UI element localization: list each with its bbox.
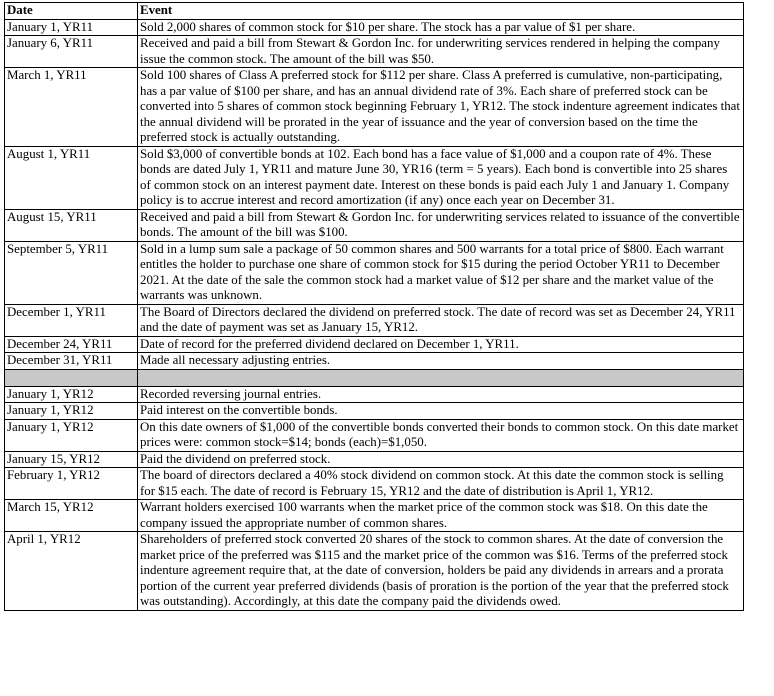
table-row: [5, 500, 744, 532]
event-cell: Made all necessary adjusting entries.: [138, 353, 744, 370]
event-cell: Sold 100 shares of Class A preferred stock for $112 per share. Class A preferred is cumulative, non-participating, has a par value of $100 per share, and has an annual dividend rate of 3%. Each share of preferred stock can be converted into 5 shares of common stock beginning February 1, YR12. The stock indenture agreement indicates that the annual dividend will be prorated in the year of issuance and the year of conversion based on the time the preferred stock is actually outstanding.: [138, 68, 744, 147]
table-row: [5, 451, 744, 468]
date-cell: March 15, YR12: [5, 500, 138, 532]
separator-cell: [138, 369, 744, 386]
date-cell: January 1, YR12: [5, 419, 138, 451]
table-row: [5, 419, 744, 451]
event-cell: Received and paid a bill from Stewart & Gordon Inc. for underwriting services rendered in helping the company issue the common stock. The amount of the bill was $50.: [138, 36, 744, 68]
event-column-header: Event: [138, 3, 744, 20]
date-cell: April 1, YR12: [5, 532, 138, 611]
table-row: [5, 209, 744, 241]
table-row: [5, 353, 744, 370]
date-cell: February 1, YR12: [5, 468, 138, 500]
date-cell: January 1, YR12: [5, 386, 138, 403]
date-cell: January 1, YR11: [5, 19, 138, 36]
event-cell: Paid interest on the convertible bonds.: [138, 403, 744, 420]
date-cell: January 6, YR11: [5, 36, 138, 68]
date-cell: December 1, YR11: [5, 304, 138, 336]
table-row: [5, 336, 744, 353]
date-cell: August 15, YR11: [5, 209, 138, 241]
date-cell: January 1, YR12: [5, 403, 138, 420]
event-cell: Paid the dividend on preferred stock.: [138, 451, 744, 468]
event-cell: Sold 2,000 shares of common stock for $10 per share. The stock has a par value of $1 per share.: [138, 19, 744, 36]
table-row: [5, 146, 744, 209]
date-cell: August 1, YR11: [5, 146, 138, 209]
table-row: [5, 403, 744, 420]
date-cell: December 24, YR11: [5, 336, 138, 353]
event-cell: Date of record for the preferred dividend declared on December 1, YR11.: [138, 336, 744, 353]
event-cell: The Board of Directors declared the dividend on preferred stock. The date of record was set as December 24, YR11 and the date of payment was set as January 15, YR12.: [138, 304, 744, 336]
date-cell: January 15, YR12: [5, 451, 138, 468]
event-cell: Warrant holders exercised 100 warrants when the market price of the common stock was $18. On this date the company issued the appropriate number of common shares.: [138, 500, 744, 532]
table-row: [5, 19, 744, 36]
header-row: [5, 3, 744, 20]
events-table: [4, 2, 744, 611]
event-cell: Shareholders of preferred stock converted 20 shares of the stock to common shares. At the date of conversion the market price of the preferred was $115 and the market price of the common was $16. Terms of the preferred stock indenture agreement require that, at the date of conversion, holders be paid any dividends in arrears and a prorata portion of the current year preferred dividends (basis of proration is the portion of the year that the preferred stock was outstanding). Accordingly, at this date the company paid the dividends owed.: [138, 532, 744, 611]
date-cell: March 1, YR11: [5, 68, 138, 147]
event-cell: Sold in a lump sum sale a package of 50 common shares and 500 warrants for a total price of $800. Each warrant entitles the holder to purchase one share of common stock for $15 during the period October YR11 to December 2021. At the date of the sale the common stock had a market value of $12 per share and the market value of the warrants was unknown.: [138, 241, 744, 304]
event-cell: Recorded reversing journal entries.: [138, 386, 744, 403]
table-row: [5, 68, 744, 147]
table-row: [5, 386, 744, 403]
separator-cell: [5, 369, 138, 386]
date-cell: September 5, YR11: [5, 241, 138, 304]
year-separator-row: [5, 369, 744, 386]
date-column-header: Date: [5, 3, 138, 20]
table-row: [5, 532, 744, 611]
table-row: [5, 36, 744, 68]
table-row: [5, 468, 744, 500]
date-cell: December 31, YR11: [5, 353, 138, 370]
table-row: [5, 241, 744, 304]
event-cell: Received and paid a bill from Stewart & Gordon Inc. for underwriting services related to issuance of the convertible bonds. The amount of the bill was $100.: [138, 209, 744, 241]
table-row: [5, 304, 744, 336]
event-cell: Sold $3,000 of convertible bonds at 102. Each bond has a face value of $1,000 and a coupon rate of 4%. These bonds are dated July 1, YR11 and mature June 30, YR16 (term = 5 years). Each bond is convertible into 25 shares of common stock on an interest payment date. Interest on these bonds is paid each July 1 and January 1. Company policy is to accrue interest and record amortization (if any) once each year on December 31.: [138, 146, 744, 209]
event-cell: On this date owners of $1,000 of the convertible bonds converted their bonds to common stock. On this date market prices were: common stock=$14; bonds (each)=$1,050.: [138, 419, 744, 451]
event-cell: The board of directors declared a 40% stock dividend on common stock. At this date the common stock is selling for $15 each. The date of record is February 15, YR12 and the date of distribution is April 1, YR12.: [138, 468, 744, 500]
